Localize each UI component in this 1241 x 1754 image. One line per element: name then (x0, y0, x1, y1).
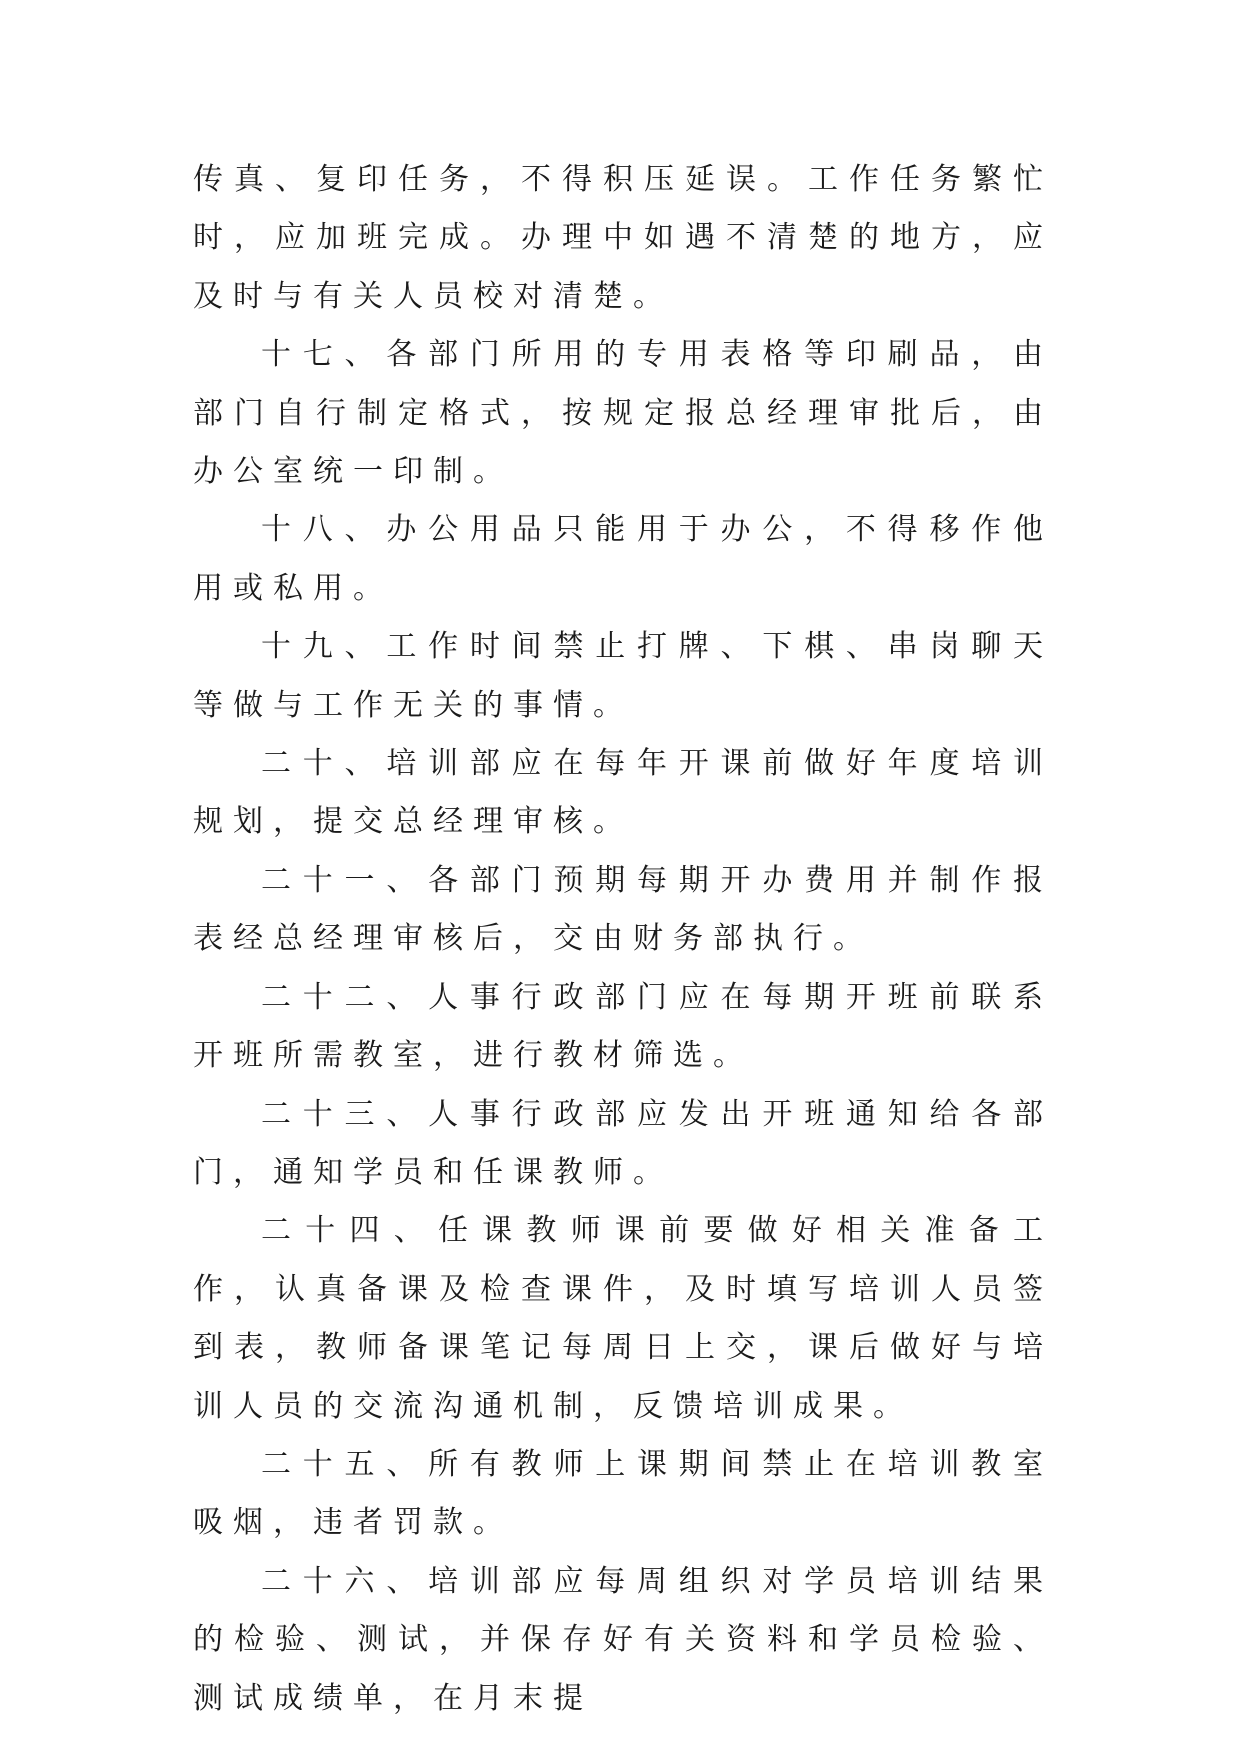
paragraph-18: 十八、办公用品只能用于办公，不得移作他用或私用。 (193, 512, 1053, 606)
paragraph-22: 二十二、人事行政部门应在每期开班前联系开班所需教室，进行教材筛选。 (193, 979, 1053, 1074)
paragraph-24: 二十四、任课教师课前要做好相关准备工作，认真备课及检查课件，及时填写培训人员签到表，教师备课笔记每周日上交，课后做好与培训人员的交流沟通机制，反馈培训成果。 (193, 1213, 1053, 1424)
paragraph-17: 十七、各部门所用的专用表格等印刷品，由部门自行制定格式，按规定报总经理审批后，由办公室统一印制。 (193, 337, 1053, 490)
paragraph-continuation: 传真、复印任务，不得积压延误。工作任务繁忙时，应加班完成。办理中如遇不清楚的地方，应及时与有关人员校对清楚。 (193, 162, 1053, 314)
paragraph-26: 二十六、培训部应每周组织对学员培训结果的检验、测试，并保存好有关资料和学员检验、测试成绩单，在月末提 (193, 1563, 1053, 1716)
document-body (193, 151, 1053, 1728)
paragraph-25: 二十五、所有教师上课期间禁止在培训教室吸烟，违者罚款。 (193, 1446, 1053, 1541)
paragraph-20: 二十、培训部应在每年开课前做好年度培训规划，提交总经理审核。 (193, 746, 1053, 840)
paragraph-23: 二十三、人事行政部应发出开班通知给各部门，通知学员和任课教师。 (193, 1096, 1053, 1190)
paragraph-21: 二十一、各部门预期每期开办费用并制作报表经总经理审核后，交由财务部执行。 (193, 862, 1053, 957)
paragraph-19: 十九、工作时间禁止打牌、下棋、串岗聊天等做与工作无关的事情。 (193, 629, 1053, 723)
